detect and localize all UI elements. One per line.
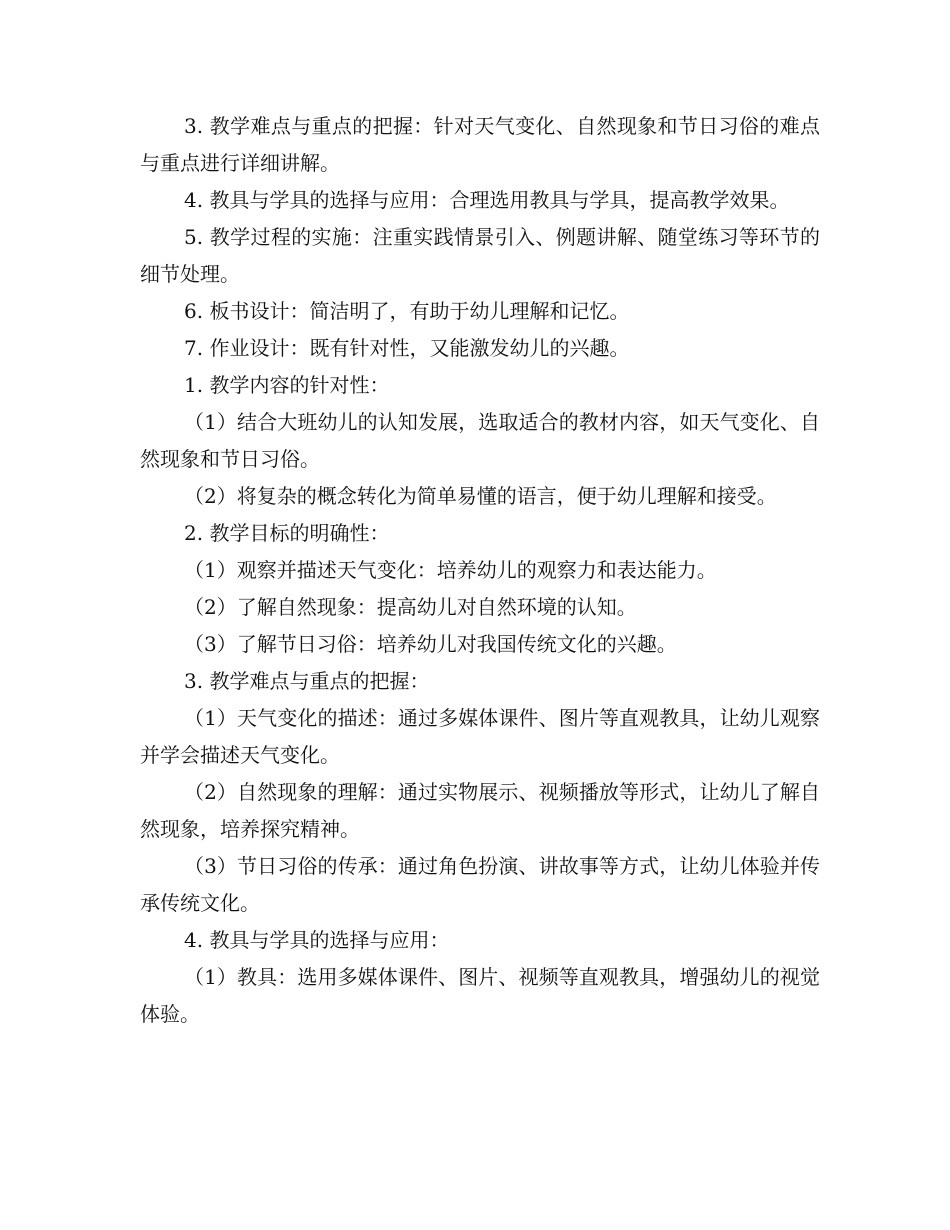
paragraph-5: 7. 作业设计：既有针对性，又能激发幼儿的兴趣。 [184,336,630,360]
paragraph-15: （2）自然现象的理解：通过实物展示、视频播放等形式，让幼儿了解自然现象，培养探究精神。 [140,780,820,841]
paragraph-6: 1. 教学内容的针对性： [184,373,390,397]
paragraph-13: 3. 教学难点与重点的把握： [184,669,430,693]
paragraph-3: 5. 教学过程的实施：注重实践情景引入、例题讲解、随堂练习等环节的细节处理。 [140,225,820,286]
document-body [140,108,820,1033]
paragraph-9: 2. 教学目标的明确性： [184,521,390,545]
paragraph-7: （1）结合大班幼儿的认知发展，选取适合的教材内容，如天气变化、自然现象和节日习俗。 [140,410,820,471]
paragraph-18: （1）教具：选用多媒体课件、图片、视频等直观教具，增强幼儿的视觉体验。 [140,965,820,1026]
paragraph-8: （2）将复杂的概念转化为简单易懂的语言，便于幼儿理解和接受。 [184,484,777,508]
paragraph-2: 4. 教具与学具的选择与应用：合理选用教具与学具，提高教学效果。 [184,188,790,212]
paragraph-1: 3. 教学难点与重点的把握：针对天气变化、自然现象和节日习俗的难点与重点进行详细讲解。 [140,114,820,175]
paragraph-12: （3）了解节日习俗：培养幼儿对我国传统文化的兴趣。 [184,632,677,656]
paragraph-10: （1）观察并描述天气变化：培养幼儿的观察力和表达能力。 [184,558,717,582]
paragraph-11: （2）了解自然现象：提高幼儿对自然环境的认知。 [184,595,637,619]
paragraph-14: （1）天气变化的描述：通过多媒体课件、图片等直观教具，让幼儿观察并学会描述天气变化。 [140,706,820,767]
paragraph-16: （3）节日习俗的传承：通过角色扮演、讲故事等方式，让幼儿体验并传承传统文化。 [140,854,820,915]
paragraph-17: 4. 教具与学具的选择与应用： [184,928,450,952]
paragraph-4: 6. 板书设计：简洁明了，有助于幼儿理解和记忆。 [184,299,630,323]
